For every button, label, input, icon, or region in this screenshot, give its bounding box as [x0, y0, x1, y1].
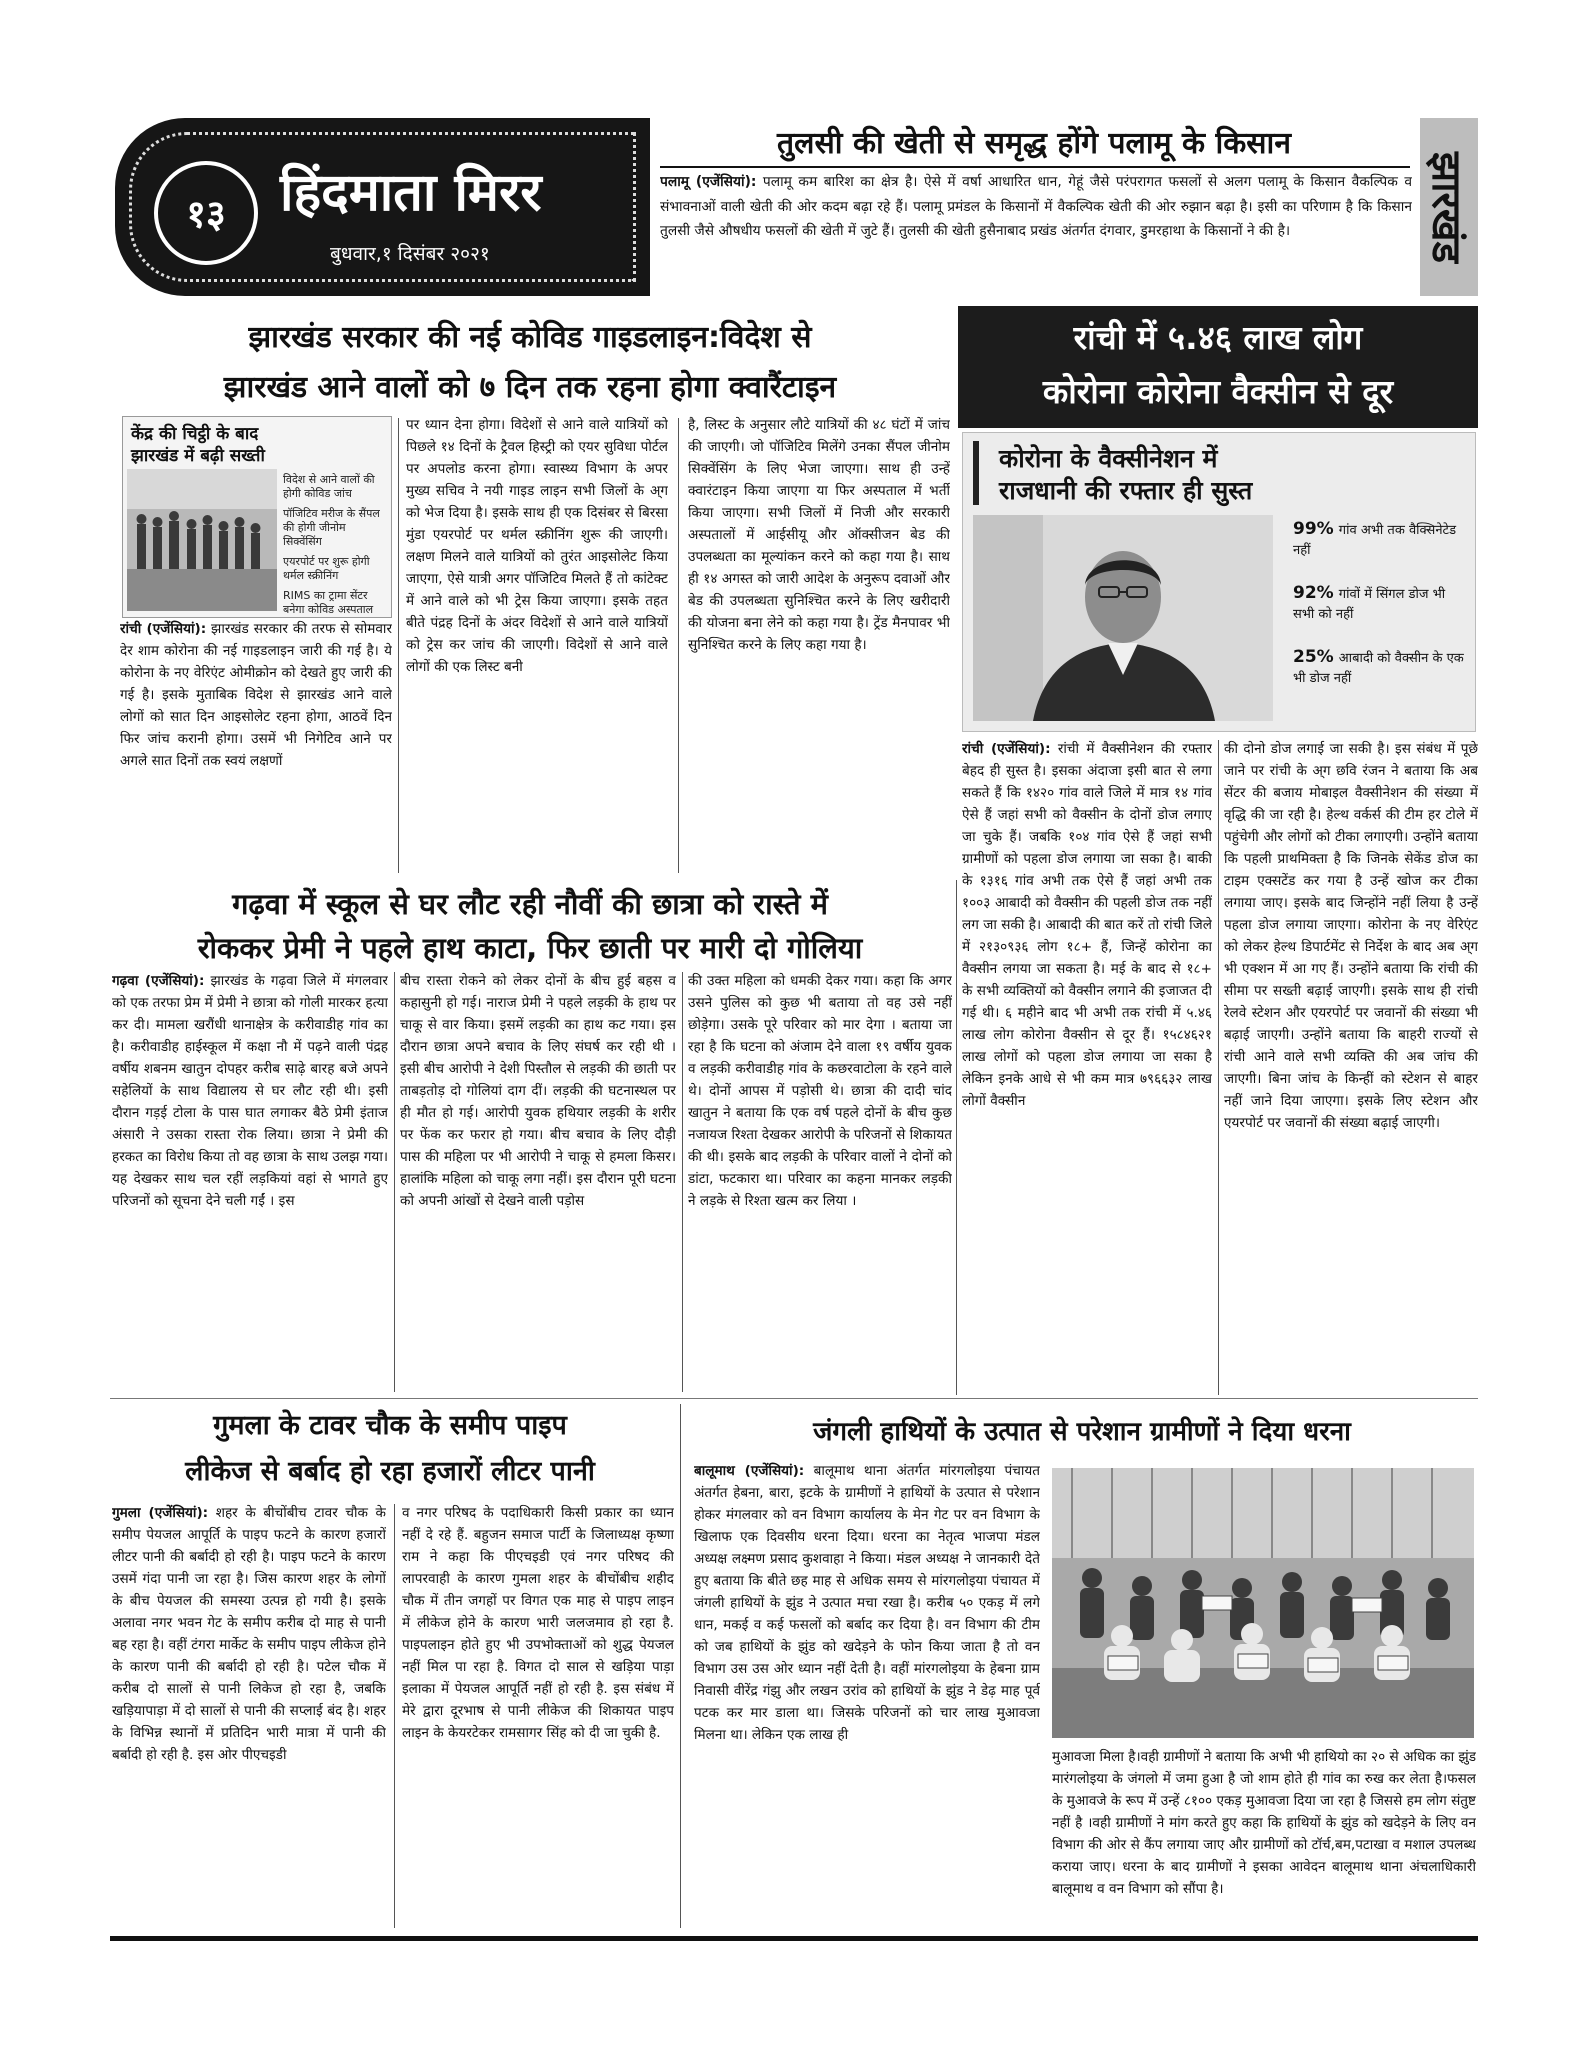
covid-col1-text: झारखंड सरकार की तरफ से सोमवार देर शाम कोरोना की नई गाइडलाइन जारी की गई है। ये कोरोना के नए वेरिएंट ओमीक्रोन को देखते हुए जारी की गई है। इसके मुताबिक विदेश से झारखंड आने वाले लोगों को सात दिन आइसोलेट रहना होगा, आठवें दिन फिर जांच करानी होगा। उसमें भी निगेटिव आने पर अगले सात दिनों तक स्वयं लक्षणों — [120, 621, 392, 769]
garhwa-headline-line1: गढ़वा में स्कूल से घर लौट रही नौवीं की छात्रा को रास्ते में — [232, 887, 828, 921]
gumla-headline-line1: गुमला के टावर चौक के समीप पाइप — [213, 1410, 567, 1441]
garhwa-col-2: बीच रास्ता रोकने को लेकर दोनों के बीच हुई बहस व कहासुनी हो गई। नाराज प्रेमी ने पहले लड़की के हाथ पर चाकू से वार किया। इसमें लड़की का हाथ कट गया। इस दौरान छात्रा अपने बचाव के लिए संघर्ष कर रही थी । इसी बीच आरोपी ने देशी पिस्तौल से लड़की की छाती पर ताबड़तोड़ दो गोलियां दाग दीं। लड़की की घटनास्थल पर ही मौत हो गई। आरोपी युवक हथियार लड़की के शरीर पर फेंक कर फरार हो गया। बीच बचाव के लिए दौड़ी पास की महिला पर भी आरोपी ने चाकू से हमला किसर। हालांकि महिला को चाकू लगा नहीं। इस दौरान पूरी घटना को अपनी आंखों से देखने वाली पड़ोस — [400, 973, 676, 1209]
stat-item — [1293, 519, 1469, 583]
covid-inset-title-line1: केंद्र की चिट्ठी के बाद — [131, 424, 259, 444]
vaccine-stats — [1293, 519, 1469, 686]
issue-date: बुधवार,१ दिसंबर २०२१ — [330, 243, 490, 265]
elephant-col1-text: बालूमाथ थाना अंतर्गत मांरगलोइया पंचायत अंतर्गत हेबना, बारा, इटके के ग्रामीणों ने हाथियों के उत्पात से परेशान होकर मंगलवार को वन विभाग कार्यालय के मेन गेट पर वन विभाग के खिलाफ एक दिवसीय धरना दिया। धरना का नेतृत्व भाजपा मंडल अध्यक्ष लक्ष्मण प्रसाद कुशवाहा ने किया। मंडल अध्यक्ष ने जानकारी देते हुए बताया कि बीते छह माह से अधिक समय से मांरगलोइया पंचायत में जंगली हाथियों के झुंड ने उत्पात मचा रखा है। करीब ५० एकड़ में लगे धान, मकई व कई फसलों को बर्बाद कर दिया है। वन विभाग की टीम को जब हाथियों के झुंड को खदेड़ने के फोन किया जाता है तो वन विभाग उस उस ओर ध्यान नहीं देती है। वहीं मांरगलोइया के हेबना ग्राम निवासी वीरेंद्र गंझु और लखन उरांव को हाथियों के झुंड ने डेढ़ माह पूर्व पटक कर मार डाला था। जिसके परिजनों को चार लाख मुआवजा मिलना था। लेकिन एक लाख ही — [694, 1463, 1040, 1743]
covid-headline-line2: झारखंड आने वालों को ७ दिन तक रहना होगा क्वारैंटाइन — [223, 370, 837, 405]
vaccine-col-2: की दोनो डोज लगाई जा सकी है। इस संबंध में पूछे जाने पर रांची के अ्‍ग छवि रंजन ने बताया कि अब सेंटर की बजाय मोबाइल वैक्सीनेशन की संख्या में वृद्धि की जा रही है। हेल्थ वर्कर्स की टीम हर टोले में पहुंचेगी और लोगों को टीका लगाएगी। उन्होंने बताया कि पहली प्राथमिक्ता है कि जिनके सेकेंड डोज का टाइम एक्सटेंड कर गया है उन्हें खोज कर टीका लगाया जाए। इसके बाद जिन्होंने नहीं लिया है उन्हें पहला डोज लगाया जाएगा। कोरोना के नए वेरिएंट को लेकर हेल्थ डिपार्टमेंट से निर्देश के बाद अब अ्‍ग भी एक्शन में आ गए हैं। उन्होंने बताया कि रांची की सीमा पर सख्ती बढ़ाई जाएगी। इसके साथ ही रांची रेलवे स्टेशन और एयरपोर्ट पर जवानों की संख्या भी बढ़ाई जाएगी। उन्होंने बताया कि बाहरी राज्यों से रांची आने वाले सभी व्यक्ति की अब जांच की जाएगी। बिना जांच के किन्हीं को स्टेशन से बाहर नहीं जाने दिया जाएगा। इसके लिए स्टेशन और एयरपोर्ट पर जवानों की संख्या बढ़ाई जाएगी। — [1224, 741, 1478, 1131]
column-divider — [394, 1504, 395, 1928]
covid-inset-graphic — [122, 416, 392, 618]
vaccine-graphic-title-line1: कोरोना के वैक्सीनेशन में — [999, 444, 1218, 473]
gumla-dateline: गुमला (एजेंसियां): — [112, 1505, 209, 1521]
paper-name: हिंदमाता मिरर — [280, 163, 542, 223]
elephant-dateline: बालूमाथ (एजेंसियां): — [694, 1463, 805, 1479]
vaccine-dateline: रांची (एजेंसियां): — [962, 741, 1051, 757]
vaccine-graphic — [962, 432, 1476, 732]
gumla-col-2: व नगर परिषद के पदाधिकारी किसी प्रकार का ध्यान नहीं दे रहे हैं. बहुजन समाज पार्टी के जिलाध्यक्ष कृष्णा राम ने कहा कि पीएचइडी एवं नगर परिषद की लापरवाही के कारण गुमला शहर के बीचोंबीच शहीद चौक में तीन जगहों पर विगत एक माह से पाइप लाइन में लीकेज होने के कारण भारी जलजमाव हो रहा है. पाइपलाइन होते हुए भी उपभोक्ताओं को शुद्ध पेयजल नहीं मिल पा रहा है. विगत दो साल से खड़िया पाड़ा इलाका में पेयजल आपूर्ति नहीं हो रही है. इस संबंध में मेरे द्वारा दूरभाष से पानी लीकेज की शिकायत पाइप लाइन के केयरटेकर रामसागर सिंह को दी जा चुकी है. — [402, 1505, 674, 1741]
stat-label: गांव अभी तक वैक्सिनेटेड नहीं — [1293, 523, 1457, 558]
garhwa-col-1 — [112, 970, 388, 1394]
vaccine-col-1 — [962, 738, 1212, 1396]
top-story-body — [660, 170, 1412, 294]
inset-bullet: विदेश से आने वालों की होगी कोविड जांच — [283, 473, 375, 500]
covid-inset-title-line2: झारखंड में बढ़ी सख्ती — [131, 446, 265, 466]
section-tab — [1420, 118, 1478, 296]
elephant-col-2: मुआवजा मिला है।वही ग्रामीणों ने बताया कि अभी भी हाथियो का २० से अधिक का झुंड मारंगलोइया के जंगलो में जमा हुआ है जो शाम होते ही गांव का रुख कर लेता है।फसल के मुआवजे के रूप में उन्हें ८१०० एकड़ मुआवजा दिया जा रहा है जिससे हम लोग संतुष्ट नहीं है ।वही ग्रामीणों ने मांग करते हुए कहा कि हाथियों के झुंड को खदेड़ने के लिए वन विभाग की ओर से कैंप लगाया जाए और ग्रामीणों को टॉर्च,बम,पटाखा व मशाल उपलब्ध कराया जाए। धरना के बाद ग्रामीणों ने इसका आवेदन बालूमाथ थाना अंचलाधिकारी बालूमाथ व वन विभाग को सौंपा है। — [1052, 1749, 1476, 1897]
vaccine-headline-line2: कोरोना कोरोना वैक्सीन से दूर — [1042, 372, 1394, 411]
covid-col-3: है, लिस्ट के अनुसार लौटे यात्रियों की ४८ घंटों में जांच की जाएगी। जो पॉजिटिव मिलेंगे उनका सैंपल जीनोम सिक्वेंसिंग के लिए भेजा जाएगा। साथ ही उन्हें क्वारंटाइन किया जाएगा या फिर अस्पताल में भर्ती किया जाएगा। सभी जिलों में निजी और सरकारी अस्पतालों में आईसीयू और ऑक्सीजन बेड की उपलब्धता का मूल्यांकन करने को कहा गया है। साथ ही १४ अगस्त को जारी आदेश के अनुरूप दवाओं और बेड की उपलब्धता सुनिश्चित करने के लिए खरीदारी की योजना बना लेने को कहा गया है। ट्रेंड मैनपावर भी सुनिश्चित करने के लिए कहा गया है। — [688, 417, 950, 653]
covid-dateline: रांची (एजेंसियां): — [120, 621, 207, 637]
elephant-col-1 — [694, 1460, 1040, 1930]
column-divider — [682, 972, 683, 1392]
covid-inset-bullets — [283, 473, 387, 617]
section-label: झारखंड — [1423, 151, 1470, 263]
inset-bullet: RIMS का ट्रामा सेंटर बनेगा कोविड अस्पताल — [283, 589, 374, 616]
page-number: १३ — [154, 161, 258, 265]
garhwa-headline-line2: रोककर प्रेमी ने पहले हाथ काटा, फिर छाती पर मारी दो गोलिया — [197, 931, 863, 965]
stat-value: 99% — [1293, 519, 1334, 539]
airport-crowd-photo — [127, 469, 277, 611]
garhwa-col1-text: झारखंड के गढ़वा जिले में मंगलवार को एक तरफा प्रेम में प्रेमी ने छात्रा को गोली मारकर हत्या कर दी। मामला खरौंधी थानाक्षेत्र के करीवाडीह गांव का है। करीवाडीह हाईस्कूल में कक्षा नौ में पढ़ने वाली पंद्रह वर्षीय शबनम खातुन दोपहर करीब साढ़े बारह बजे अपने सहेलियों के साथ विद्यालय से घर लौट रही थी। इसी दौरान गड़ई टोला के पास घात लगाकर बैठे प्रेमी इंताज अंसारी ने उसका रास्ता रोक लिया। छात्रा ने प्रेमी की हरकत का विरोध किया तो वह छात्रा के साथ उलझ गया। यह देखकर साथ चल रहीं लड़कियां वहां से भागते हुए परिजनों को सूचना देने चली गईं । इस — [112, 973, 388, 1209]
garhwa-dateline: गढ़वा (एजेंसियां): — [112, 973, 205, 989]
stat-item — [1293, 647, 1469, 686]
gumla-col1-text: शहर के बीचोंबीच टावर चौक के समीप पेयजल आपूर्ति के पाइप फटने के कारण हजारों लीटर पानी की बर्बादी हो रही है। पाइप फटने के कारण उसमें गंदा पानी जा रहा है। जिस कारण शहर के लोगों के बीच पेयजल की समस्या उत्पन्न हो गयी है। इसके अलावा नगर भवन गेट के समीप करीब दो माह से पानी बह रहा है। वहीं टंगरा मार्केट के समीप पाइप लीकेज होने के कारण पानी की बर्बादी हो रही है। पटेल चौक में करीब दो सालों से पानी लिकेज हो रहा है, जबकि खड़ियापाड़ा में दो सालों से पानी की सप्लाई बंद है। शहर के विभिन्न स्थानों में प्रतिदिन भारी मात्रा में पानी की बर्बादी हो रही है. इस ओर पीएचइडी — [112, 1505, 386, 1763]
official-portrait-photo — [973, 515, 1273, 721]
protest-photo — [1052, 1468, 1474, 1738]
column-divider — [956, 880, 957, 1395]
gumla-col-1 — [112, 1502, 386, 1930]
top-story-dateline: पलामू (एजेंसियां): — [660, 174, 757, 190]
stat-label: गांवों में सिंगल डोज भी सभी को नहीं — [1293, 587, 1446, 622]
vaccine-headline-line1: रांची में ५.४६ लाख लोग — [1073, 318, 1363, 357]
top-story-text: पलामू कम बारिश का क्षेत्र है। ऐसे में वर्षा आधारित धान, गेहूं जैसे परंपरागत फसलों से अलग पलामू के किसान वैकल्पिक व संभावनाओं वाली खेती की ओर कदम बढ़ा रहे हैं। पलामू प्रमंडल के किसानों में वैकल्पिक खेती की ओर रुझान बढ़ा है। इसी का परिणाम है कि किसान तुलसी जैसे औषधीय फसलों की खेती में जुटे हैं। तुलसी की खेती हुसैनाबाद प्रखंड अंतर्गत दंगवार, डुमरहाथा के किसानों ने की है। — [660, 174, 1412, 239]
garhwa-col-3: की उक्त महिला को धमकी देकर गया। कहा कि अगर उसने पुलिस को कुछ भी बताया तो वह उसे नहीं छोड़ेगा। उसके पूरे परिवार को मार देगा । बताया जा रहा है कि घटना को अंजाम देने वाला १९ वर्षीय युवक व लड़की करीवाडीह गांव के कछरवाटोला के रहने वाले थे। दोनों आपस में पड़ोसी थे। छात्रा की दादी चांद खातुन ने बताया कि एक वर्ष पहले दोनों के बीच कुछ नजायज रिश्ता देखकर आरोपी के परिजनों से शिकायत की थी। इसके बाद लड़की के परिवार वालों ने दोनों को डांटा, फटकारा था। परिवार का कहना मानकर लड़की ने लड़के से रिश्ता खत्म कर लिया । — [688, 973, 952, 1209]
protest-photo-image — [1052, 1468, 1474, 1738]
section-rule — [110, 1398, 1478, 1399]
column-divider — [394, 972, 395, 1392]
stat-label: आबादी को वैक्सीन के एक भी डोज नहीं — [1293, 651, 1464, 686]
vaccine-graphic-title-bar — [973, 441, 979, 505]
inset-bullet: एयरपोर्ट पर शुरू होगी थर्मल स्क्रीनिंग — [283, 555, 370, 582]
column-divider — [680, 1404, 681, 1928]
top-story-rule — [660, 166, 1410, 168]
vaccine-graphic-title-line2: राजधानी की रफ्तार ही सुस्त — [999, 476, 1253, 505]
covid-col-2: पर ध्यान देना होगा। विदेशों से आने वाले यात्रियों को पिछले १४ दिनों के ट्रैवल हिस्ट्री को एयर सुविधा पोर्टल पर अपलोड करना होगा। स्वास्थ्य विभाग के अपर मुख्य सचिव ने नयी गाइड लाइन सभी जिलों के अ्‍ग को भेज दिया है। इसके साथ ही एक दिसंबर से बिरसा मुंडा एयरपोर्ट पर थर्मल स्क्रीनिंग शुरू की जाएगी। लक्षण मिलने वाले यात्रियों को तुरंत आइसोलेट किया जाएगा, ऐसे यात्री अगर पॉजिटिव मिलते हैं तो कांटेक्ट में आने वाले को भी ट्रेस किया जाएगा। इसके तहत बीते पंद्रह दिनों के अंदर विदेशों से आने वाले यात्रियों को ट्रेस कर जांच की जाएगी। विदेशों से आने वाले लोगों की एक लिस्ट बनी — [406, 417, 668, 675]
column-divider — [398, 418, 399, 873]
stat-value: 92% — [1293, 583, 1334, 603]
top-story-headline: तुलसी की खेती से समृद्ध होंगे पलामू के किसान — [777, 126, 1291, 161]
covid-headline-line1: झारखंड सरकार की नई कोविड गाइडलाइन:विदेश से — [248, 320, 812, 355]
stat-item — [1293, 583, 1469, 647]
column-divider — [678, 418, 679, 873]
covid-col-1 — [120, 618, 392, 872]
column-divider — [1218, 740, 1219, 1395]
gumla-headline-line2: लीकेज से बर्बाद हो रहा हजारों लीटर पानी — [185, 1456, 595, 1487]
page-bottom-rule — [110, 1936, 1478, 1941]
vaccine-col1-text: रांची में वैक्सीनेशन की रफ्तार बेहद ही सुस्त है। इसका अंदाजा इसी बात से लगा सकते हैं कि १४२० गांव वाले जिले में मात्र १४ गांव ऐसे हैं जहां सभी को वैक्सीन के दोनों डोज लगाए जा चुके हैं। जबकि १०४ गांव ऐसे हैं जहां सभी ग्रामीणों को पहला डोज लगाया जा सका है। बाकी के १३१६ गांव अभी तक ऐसे हैं जहां अभी तक १००३ आबादी को वैक्सीन की पहली डोज तक नहीं लग जा सकी है। आबादी की बात करें तो रांची जिले में २१३०९३६ लोग १८+ हैं, जिन्हें कोरोना का वैक्सीन लगया जा सकता है। मई के बाद से १८+ के सभी व्यक्तियों को वैक्सीन लगाने की इजाजत दी गई थी। ६ महीने बाद भी अभी तक रांची में ५.४६ लाख लोग कोरोना वैक्सीन से दूर हैं। १५८४६२१ लाख लोगों को पहला डोज लगाया जा सका है लेकिन इनके आधे से भी कम मात्र ७९६६३२ लाख लोगों वैक्सीन — [962, 741, 1212, 1109]
stat-value: 25% — [1293, 647, 1334, 667]
inset-bullet: पॉजिटिव मरीज के सैंपल की होगी जीनोम सिक्वेंसिंग — [283, 507, 380, 548]
elephant-headline: जंगली हाथियों के उत्पात से परेशान ग्रामीणों ने दिया धरना — [813, 1417, 1351, 1447]
